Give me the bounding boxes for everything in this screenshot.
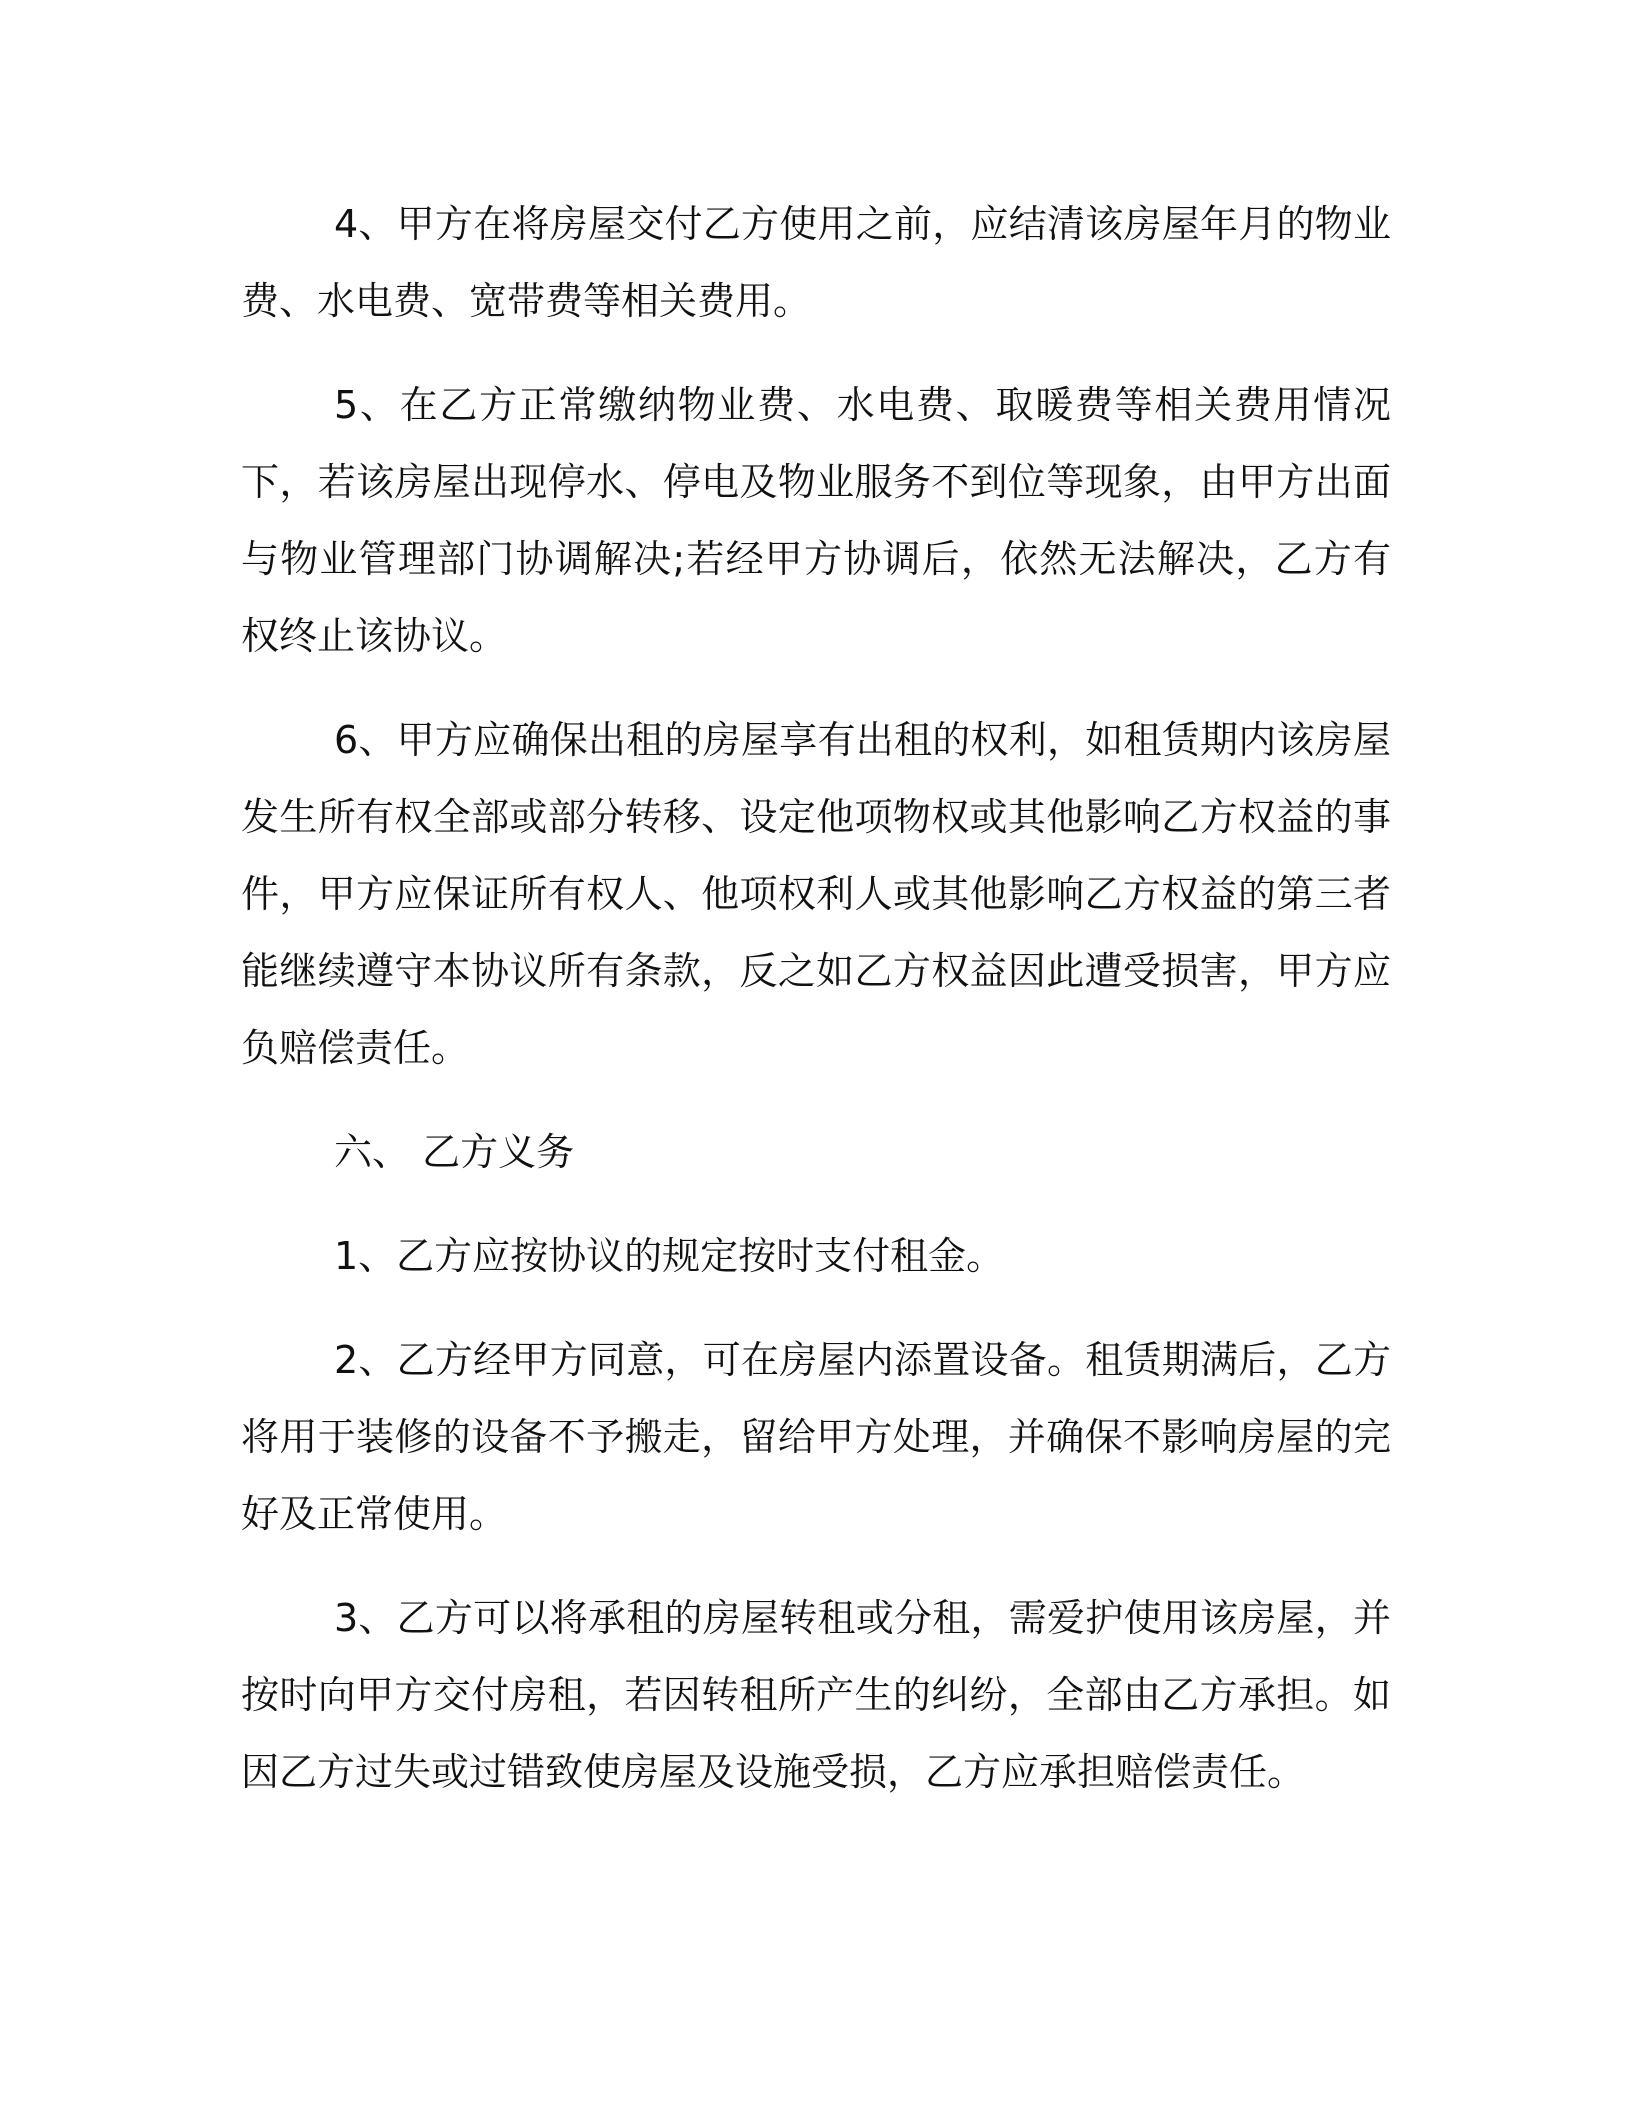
document-body [241,186,1391,1838]
clause-paragraph: 4、甲方在将房屋交付乙方使用之前，应结清该房屋年月的物业费、水电费、宽带费等相关费用。 [241,202,1391,323]
clause-paragraph: 6、甲方应确保出租的房屋享有出租的权利，如租赁期内该房屋发生所有权全部或部分转移、设定他项物权或其他影响乙方权益的事件，甲方应保证所有权人、他项权利人或其他影响乙方权益的第三者能继续遵守本协议所有条款，反之如乙方权益因此遭受损害，甲方应负赔偿责任。 [241,718,1391,1070]
obligation-paragraph: 1、乙方应按协议的规定按时支付租金。 [334,1234,1005,1278]
obligation-paragraph: 3、乙方可以将承租的房屋转租或分租，需爱护使用该房屋，并按时向甲方交付房租，若因转租所产生的纠纷，全部由乙方承担。如因乙方过失或过错致使房屋及设施受损，乙方应承担赔偿责任。 [241,1596,1391,1794]
obligation-paragraph: 2、乙方经甲方同意，可在房屋内添置设备。租赁期满后，乙方将用于装修的设备不予搬走，留给甲方处理，并确保不影响房屋的完好及正常使用。 [241,1338,1391,1536]
section-heading: 六、 乙方义务 [334,1130,575,1174]
clause-paragraph: 5、在乙方正常缴纳物业费、水电费、取暖费等相关费用情况下，若该房屋出现停水、停电及物业服务不到位等现象，由甲方出面与物业管理部门协调解决;若经甲方协调后，依然无法解决，乙方有权终止该协议。 [241,383,1391,658]
